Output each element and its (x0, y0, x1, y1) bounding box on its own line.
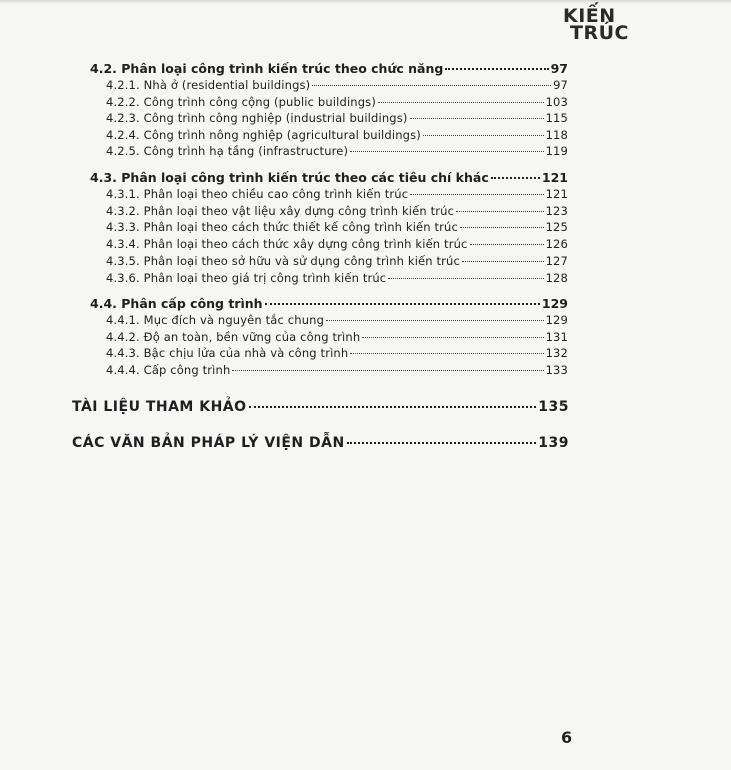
toc-item-4-2-5[interactable] (106, 144, 568, 158)
dot-leader (350, 353, 543, 354)
brand-logo-line1: KIẾN (563, 5, 616, 27)
dot-leader (460, 227, 544, 228)
dot-leader (491, 177, 540, 179)
toc-item-label: 4.3.6. Phân loại theo giá trị công trình kiến trúc (106, 271, 387, 285)
dot-leader (423, 135, 544, 136)
dot-leader (232, 370, 543, 371)
toc-item-4-4-3[interactable] (106, 346, 568, 360)
toc-page-number: 121 (545, 187, 568, 201)
toc-page-number: 127 (545, 254, 568, 268)
toc-item-4-2-1[interactable] (106, 78, 568, 92)
toc-page-number: 97 (550, 61, 568, 76)
dot-leader (410, 118, 544, 119)
dot-leader (456, 211, 544, 212)
toc-item-label: 4.4.4. Cấp công trình (106, 363, 231, 377)
dot-leader (350, 151, 543, 152)
toc-major-label: CÁC VĂN BẢN PHÁP LÝ VIỆN DẪN (72, 435, 345, 451)
toc-item-label: 4.2.4. Công trình nông nghiệp (agricultural buildings) (106, 128, 421, 142)
toc-item-4-3-4[interactable] (106, 237, 568, 251)
toc-section-label: 4.3. Phân loại công trình kiến trúc theo các tiêu chí khác (90, 170, 489, 185)
toc-item-label: 4.4.2. Độ an toàn, bền vững của công trình (106, 330, 361, 344)
dot-leader (326, 320, 544, 321)
dot-leader (312, 85, 551, 86)
toc-page-number: 139 (538, 435, 569, 451)
toc-item-4-3-3[interactable] (106, 220, 568, 234)
toc-section-4-4[interactable] (90, 296, 568, 311)
toc-page-number: 121 (541, 170, 568, 185)
toc-section-4-2[interactable] (90, 61, 568, 76)
toc-page-number: 119 (545, 144, 568, 158)
toc-references[interactable] (72, 399, 569, 415)
toc-item-4-2-4[interactable] (106, 128, 568, 142)
brand-logo-line2: TRÚC (570, 22, 629, 44)
toc-item-label: 4.3.5. Phân loại theo sở hữu và sử dụng công trình kiến trúc (106, 254, 460, 268)
toc-item-4-4-1[interactable] (106, 313, 568, 327)
toc-item-label: 4.2.1. Nhà ở (residential buildings) (106, 78, 311, 92)
dot-leader (249, 406, 537, 408)
toc-item-4-3-2[interactable] (106, 204, 568, 218)
dot-leader (410, 194, 543, 195)
toc-item-label: 4.2.5. Công trình hạ tầng (infrastructure) (106, 144, 349, 158)
dot-leader (362, 337, 543, 338)
toc-page-number: 126 (545, 237, 568, 251)
toc-item-4-2-2[interactable] (106, 95, 568, 109)
toc-page-number: 131 (545, 330, 568, 344)
toc-item-4-4-4[interactable] (106, 363, 568, 377)
dot-leader (378, 102, 544, 103)
page-top-edge (0, 0, 731, 4)
toc-item-4-4-2[interactable] (106, 330, 568, 344)
toc-item-label: 4.3.1. Phân loại theo chiều cao công trình kiến trúc (106, 187, 409, 201)
toc-legal-documents[interactable] (72, 435, 569, 451)
toc-item-4-3-6[interactable] (106, 271, 568, 285)
toc-page-number: 132 (545, 346, 568, 360)
toc-item-label: 4.2.3. Công trình công nghiệp (industrial buildings) (106, 111, 408, 125)
toc-item-label: 4.3.2. Phân loại theo vật liệu xây dựng công trình kiến trúc (106, 204, 455, 218)
toc-page-number: 123 (545, 204, 568, 218)
dot-leader (445, 68, 548, 70)
page-number: 6 (561, 728, 573, 747)
toc-section-label: 4.2. Phân loại công trình kiến trúc theo chức năng (90, 61, 444, 76)
toc-item-label: 4.3.4. Phân loại theo cách thức xây dựng công trình kiến trúc (106, 237, 468, 251)
toc-item-label: 4.4.3. Bậc chịu lửa của nhà và công trình (106, 346, 349, 360)
toc-section-4-3[interactable] (90, 170, 568, 185)
toc-page-number: 133 (545, 363, 568, 377)
toc-page-number: 128 (545, 271, 568, 285)
dot-leader (265, 303, 540, 305)
dot-leader (470, 244, 544, 245)
toc-page-number: 118 (545, 128, 568, 142)
dot-leader (347, 442, 537, 444)
toc-item-label: 4.2.2. Công trình công cộng (public buildings) (106, 95, 376, 109)
dot-leader (462, 261, 544, 262)
toc-item-label: 4.4.1. Mục đích và nguyên tắc chung (106, 313, 325, 327)
toc-item-label: 4.3.3. Phân loại theo cách thức thiết kế công trình kiến trúc (106, 220, 458, 234)
toc-item-4-2-3[interactable] (106, 111, 568, 125)
toc-page-number: 97 (553, 78, 568, 92)
toc-page-number: 125 (545, 220, 568, 234)
toc-page-number: 103 (545, 95, 568, 109)
dot-leader (388, 278, 543, 279)
toc-page-number: 135 (538, 399, 569, 415)
toc-major-label: TÀI LIỆU THAM KHẢO (72, 399, 247, 415)
toc-page-number: 115 (545, 111, 568, 125)
toc-page-number: 129 (545, 313, 568, 327)
brand-logo (563, 5, 633, 44)
toc-item-4-3-1[interactable] (106, 187, 568, 201)
toc-section-label: 4.4. Phân cấp công trình (90, 296, 263, 311)
toc-page-number: 129 (541, 296, 568, 311)
toc-item-4-3-5[interactable] (106, 254, 568, 268)
